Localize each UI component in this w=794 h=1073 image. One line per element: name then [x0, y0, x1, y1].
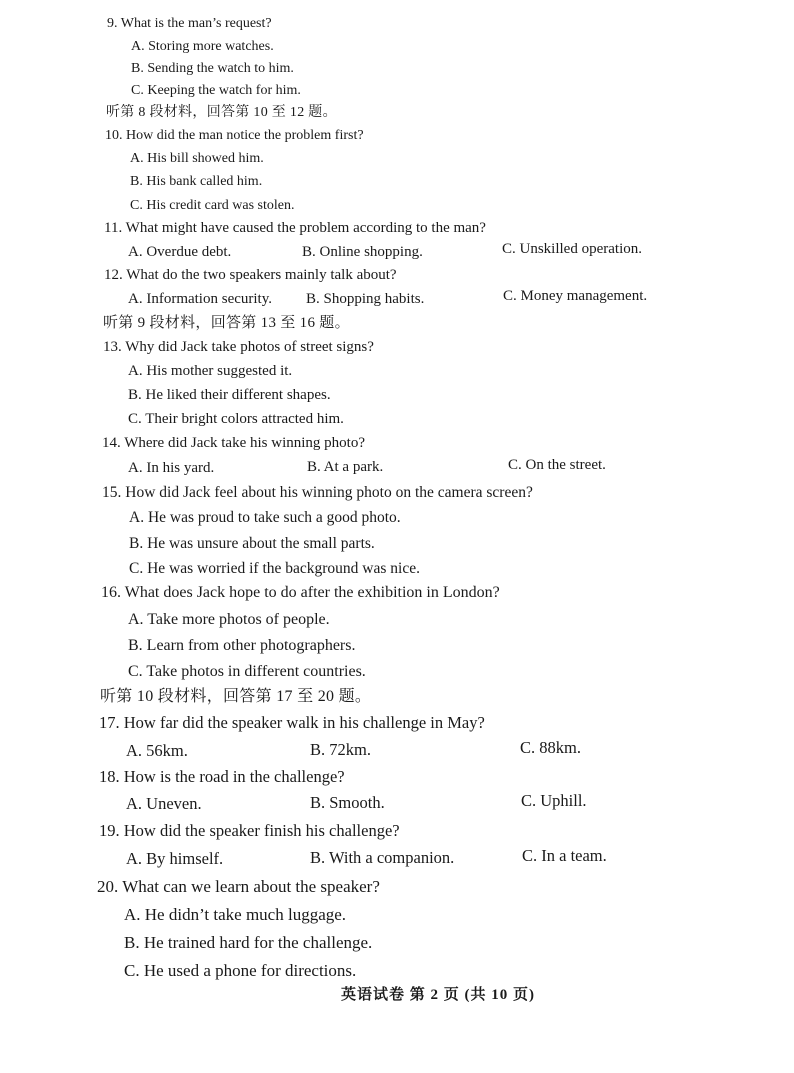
question-9-stem: 9. What is the man’s request? — [107, 16, 272, 31]
question-11-stem: 11. What might have caused the problem according to the man? — [104, 220, 486, 236]
question-16-stem: 16. What does Jack hope to do after the exhibition in London? — [101, 584, 500, 601]
question-9-option-a: A. Storing more watches. — [131, 39, 274, 54]
question-10-option-c: C. His credit card was stolen. — [130, 198, 295, 213]
question-20-option-b: B. He trained hard for the challenge. — [124, 933, 373, 952]
question-18-option-b: B. Smooth. — [310, 793, 385, 812]
question-19-option-c: C. In a team. — [522, 846, 607, 865]
page-footer: 英语试卷 第 2 页 (共 10 页) — [341, 987, 535, 1003]
question-9-option-b: B. Sending the watch to him. — [131, 61, 294, 76]
question-20-stem: 20. What can we learn about the speaker? — [97, 877, 380, 896]
question-13-stem: 13. Why did Jack take photos of street signs? — [103, 339, 374, 355]
question-18-stem: 18. How is the road in the challenge? — [99, 767, 345, 786]
question-12-stem: 12. What do the two speakers mainly talk about? — [104, 267, 397, 283]
question-10-option-b: B. His bank called him. — [130, 174, 263, 189]
question-12-option-b: B. Shopping habits. — [306, 291, 425, 307]
question-16-option-a: A. Take more photos of people. — [128, 611, 330, 628]
question-15-option-b: B. He was unsure about the small parts. — [129, 535, 375, 552]
question-11-option-b: B. Online shopping. — [302, 244, 423, 260]
section-10-instruction: 听第 10 段材料，回答第 17 至 20 题。 — [100, 688, 372, 705]
question-14-stem: 14. Where did Jack take his winning photo? — [102, 435, 365, 451]
question-14-option-c: C. On the street. — [508, 457, 606, 473]
question-19-stem: 19. How did the speaker finish his challenge? — [99, 821, 400, 840]
question-17-option-a: A. 56km. — [126, 741, 188, 760]
question-17-option-b: B. 72km. — [310, 740, 371, 759]
question-10-option-a: A. His bill showed him. — [130, 151, 264, 166]
question-12-option-a: A. Information security. — [128, 291, 272, 307]
question-10-stem: 10. How did the man notice the problem first? — [105, 128, 364, 143]
question-13-option-a: A. His mother suggested it. — [128, 363, 293, 379]
question-17-stem: 17. How far did the speaker walk in his challenge in May? — [99, 713, 485, 732]
question-18-option-c: C. Uphill. — [521, 791, 587, 810]
question-15-stem: 15. How did Jack feel about his winning photo on the camera screen? — [102, 484, 533, 501]
section-8-instruction: 听第 8 段材料，回答第 10 至 12 题。 — [106, 105, 337, 120]
question-18-option-a: A. Uneven. — [126, 794, 202, 813]
question-14-option-a: A. In his yard. — [128, 460, 215, 476]
question-17-option-c: C. 88km. — [520, 738, 581, 757]
question-11-option-c: C. Unskilled operation. — [502, 241, 642, 257]
question-20-option-c: C. He used a phone for directions. — [124, 961, 357, 980]
question-11-option-a: A. Overdue debt. — [128, 244, 232, 260]
section-9-instruction: 听第 9 段材料，回答第 13 至 16 题。 — [103, 315, 350, 331]
question-14-option-b: B. At a park. — [307, 459, 384, 475]
question-20-option-a: A. He didn’t take much luggage. — [124, 905, 347, 924]
question-12-option-c: C. Money management. — [503, 288, 648, 304]
question-19-option-b: B. With a companion. — [310, 848, 455, 867]
question-13-option-b: B. He liked their different shapes. — [128, 387, 331, 403]
question-16-option-b: B. Learn from other photographers. — [128, 637, 356, 654]
question-16-option-c: C. Take photos in different countries. — [128, 663, 366, 680]
question-9-option-c: C. Keeping the watch for him. — [131, 83, 301, 98]
question-19-option-a: A. By himself. — [126, 849, 224, 868]
question-15-option-c: C. He was worried if the background was nice. — [129, 560, 420, 577]
question-13-option-c: C. Their bright colors attracted him. — [128, 411, 344, 427]
question-15-option-a: A. He was proud to take such a good photo. — [129, 509, 401, 526]
